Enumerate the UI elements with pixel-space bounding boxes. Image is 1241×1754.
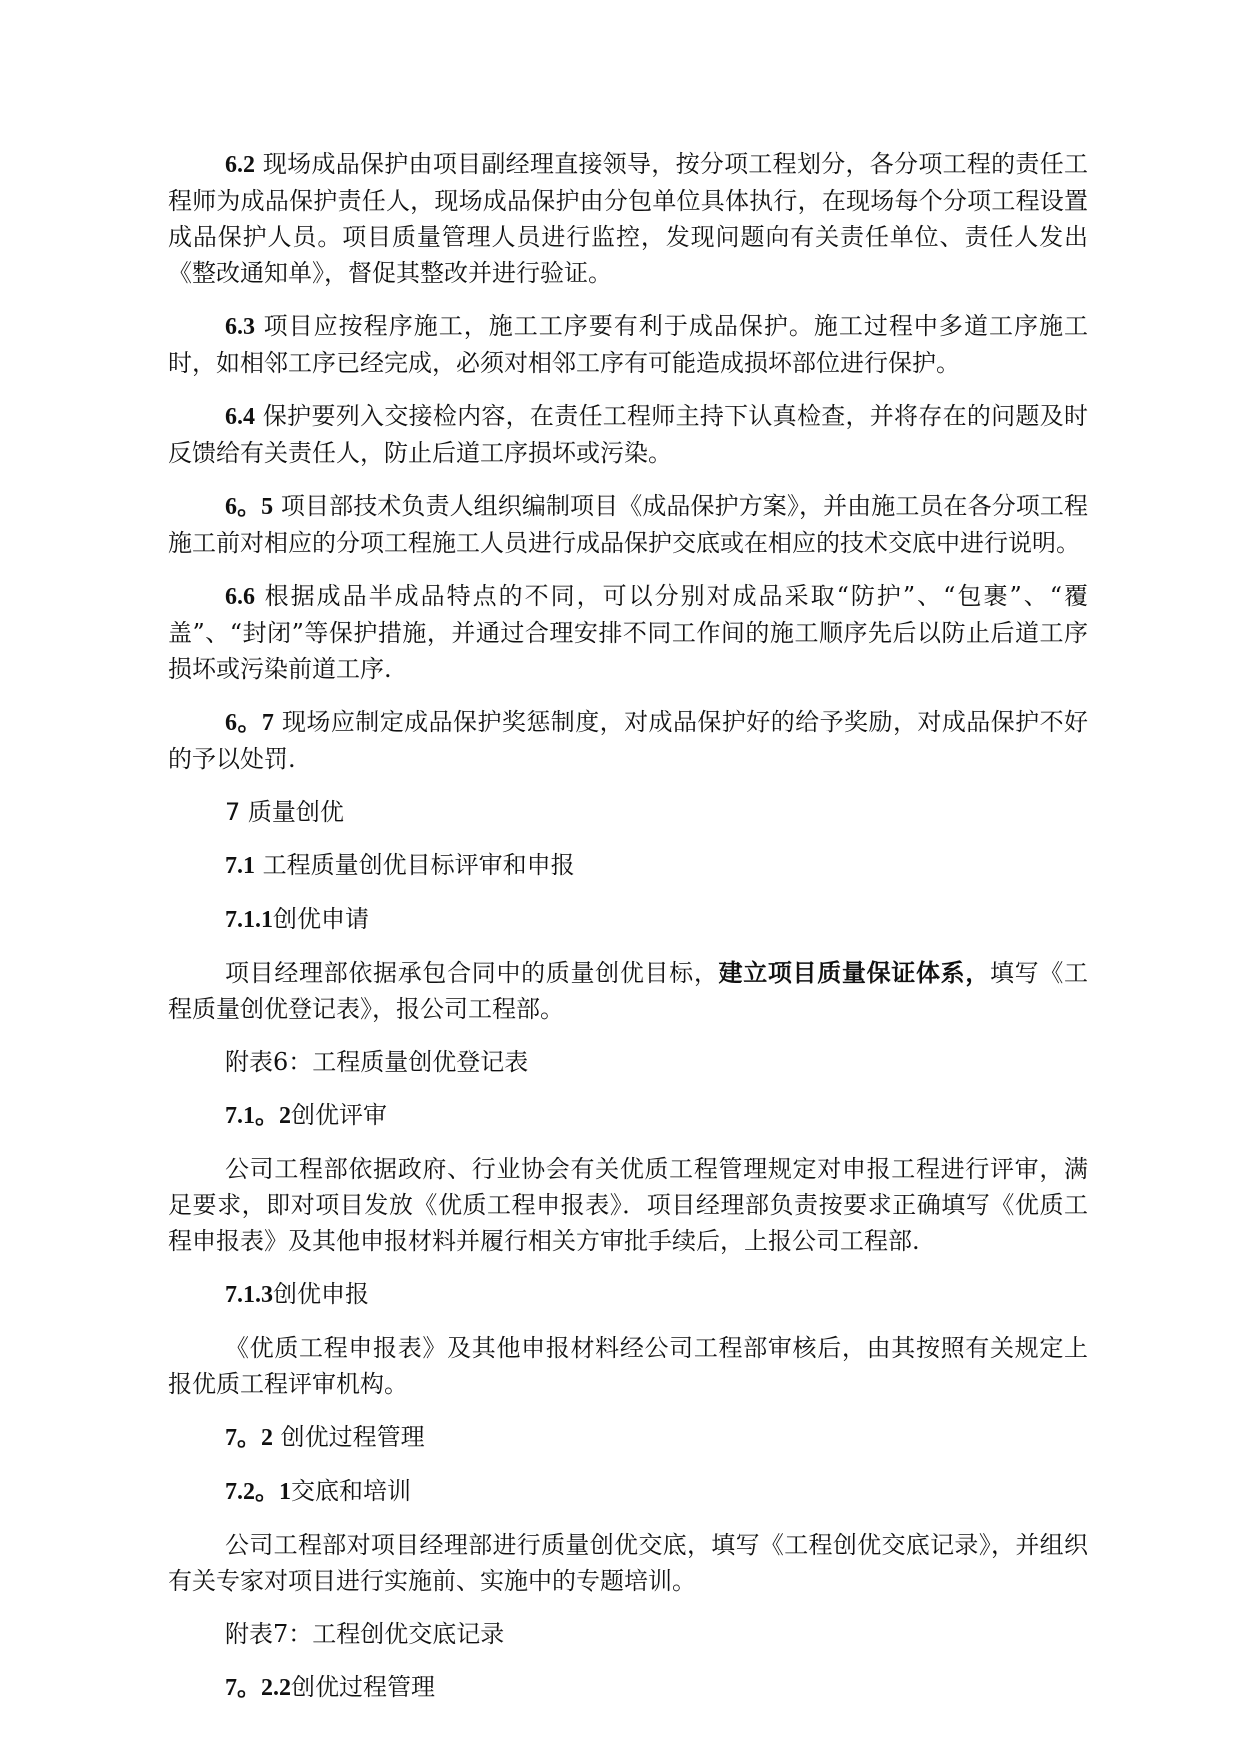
section-6-4 — [168, 398, 1088, 471]
section-text: 保护要列入交接检内容，在责任工程师主持下认真检查，并将存在的问题及时反馈给有关责任人，防止后道工序损坏或污染。 — [168, 402, 1088, 467]
section-number: 6.3 — [225, 314, 255, 340]
section-number: 7。2 — [225, 1425, 273, 1451]
paragraph-7-1-1 — [168, 955, 1088, 1027]
section-text: 项目应按程序施工，施工工序要有利于成品保护。施工过程中多道工序施工时，如相邻工序已经完成，必须对相邻工序有可能造成损坏部位进行保护。 — [168, 312, 1088, 377]
section-text: 工程质量创优目标评审和申报 — [262, 851, 575, 879]
attachment-6: 附表6：工程质量创优登记表 — [225, 1048, 529, 1076]
paragraph-text: 项目经理部依据承包合同中的质量创优目标， — [225, 959, 719, 987]
paragraph-text: 填写《工程质量创优登记表》，报公司工程部。 — [168, 959, 1089, 1023]
section-text: 交底和培训 — [291, 1477, 411, 1505]
paragraph-7-1-2: 公司工程部依据政府、行业协会有关优质工程管理规定对申报工程进行评审，满足要求，即对项目发放《优质工程申报表》．项目经理部负责按要求正确填写《优质工程申报表》及其他申报材料并履行相关方审批手续后，上报公司工程部. — [168, 1155, 1088, 1255]
section-6-6 — [168, 578, 1088, 687]
section-text: 创优申请 — [273, 905, 369, 933]
section-6-7 — [168, 704, 1088, 777]
section-number: 6.2 — [225, 152, 255, 178]
paragraph-7-1-3: 《优质工程申报表》及其他申报材料经公司工程部审核后，由其按照有关规定上报优质工程评审机构。 — [168, 1334, 1088, 1398]
section-text: 创优过程管理 — [291, 1673, 435, 1701]
section-text: 创优评审 — [291, 1101, 387, 1129]
section-text: 现场应制定成品保护奖惩制度，对成品保护好的给予奖励，对成品保护不好的予以处罚. — [168, 708, 1089, 773]
section-number: 7。2.2 — [225, 1675, 291, 1701]
section-6-2 — [168, 146, 1088, 291]
heading-7-2-2 — [168, 1669, 1088, 1706]
attachment-7: 附表7：工程创优交底记录 — [225, 1620, 505, 1648]
section-text: 创优过程管理 — [280, 1423, 425, 1451]
heading-7-1-2 — [168, 1097, 1088, 1134]
section-number: 7.1。2 — [225, 1103, 291, 1129]
heading-7-1-3 — [168, 1276, 1088, 1313]
section-number: 7.2。1 — [225, 1479, 291, 1505]
section-number: 6.4 — [225, 404, 255, 430]
section-text: 创优申报 — [273, 1280, 369, 1308]
section-text: 项目部技术负责人组织编制项目《成品保护方案》，并由施工员在各分项工程施工前对相应的分项工程施工人员进行成品保护交底或在相应的技术交底中进行说明。 — [168, 492, 1088, 557]
section-text: 现场成品保护由项目副经理直接领导，按分项工程划分，各分项工程的责任工程师为成品保护责任人，现场成品保护由分包单位具体执行，在现场每个分项工程设置成品保护人员。项目质量管理人员进行监控，发现问题向有关责任单位、责任人发出《整改通知单》，督促其整改并进行验证。 — [168, 150, 1088, 287]
section-number: 7.1 — [225, 853, 255, 879]
heading-7-2-1 — [168, 1473, 1088, 1510]
section-text: 根据成品半成品特点的不同，可以分别对成品采取“防护”、“包裹”、“覆盖”、“封闭”等保护措施，并通过合理安排不同工作间的施工顺序先后以防止后道工序损坏或污染前道工序. — [168, 582, 1088, 683]
heading-7-1 — [168, 847, 1088, 884]
heading-7-2 — [168, 1419, 1088, 1456]
paragraph-7-2-1: 公司工程部对项目经理部进行质量创优交底，填写《工程创优交底记录》，并组织有关专家对项目进行实施前、实施中的专题培训。 — [168, 1531, 1088, 1595]
document-body — [168, 146, 1088, 1723]
section-number: 6。5 — [225, 494, 274, 520]
bold-text: 建立项目质量保证体系， — [718, 959, 990, 987]
section-number: 6.6 — [225, 584, 255, 610]
section-number: 6。7 — [225, 710, 274, 736]
heading-7: 7 质量创优 — [225, 798, 344, 826]
section-6-5 — [168, 488, 1088, 561]
section-number: 7.1.3 — [225, 1282, 273, 1308]
section-6-3 — [168, 308, 1088, 381]
heading-7-1-1 — [168, 901, 1088, 938]
section-number: 7.1.1 — [225, 907, 273, 933]
